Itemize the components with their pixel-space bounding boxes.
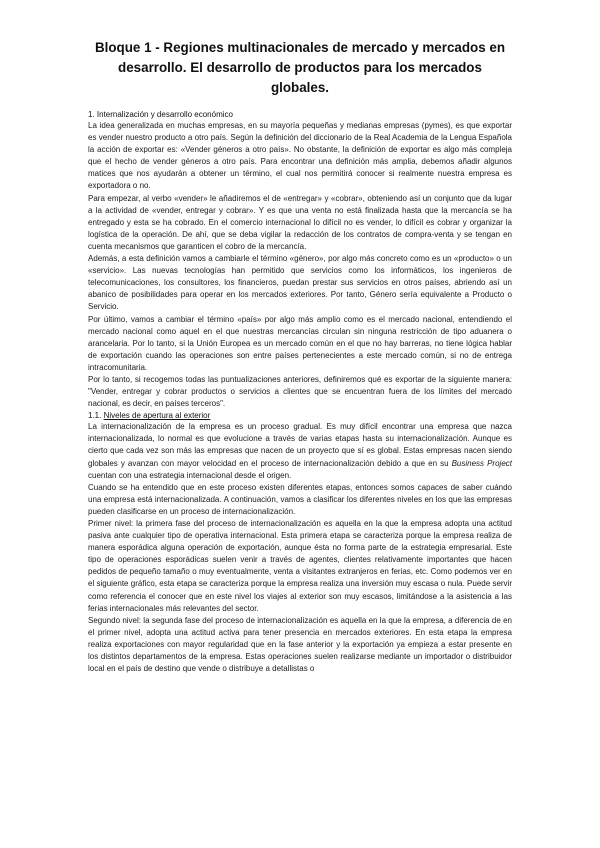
subsection-number: 1.1.	[88, 411, 102, 421]
paragraph: Primer nivel: la primera fase del proceso de internacionalización es aquella en la que la empresa adopta una actitud pasiva ante cualquier tipo de operativa internacional. Esta primera etapa se caracteriza porque la empresa realiza de manera esporádica alguna operación de exportación, aunque ésta no forma parte de la estrategia empresarial. Este tipo de operaciones esporádicas suelen venir a través de agentes, clientes relativamente importantes que hacen pedidos de pequeño tamaño o muy eventualmente, venta a visitantes extranjeros en ferias, etc. Como podemos ver en el siguiente gráfico, esta etapa se caracteriza porque la empresa realiza una inversión muy escasa o nula. Puede servir como referencia el conocer que en este nivel los viajes al exterior son muy escasos, limitándose a la asistencia a las ferias internacionales más relevantes del sector.	[88, 519, 512, 613]
paragraph-text: cuentan con una estrategia internacional desde el origen.	[88, 470, 292, 480]
paragraph: Cuando se ha entendido que en este proceso existen diferentes etapas, entonces somos capaces de saber cuándo una empresa está internacionalizada. A continuación, vamos a clasificar los diferentes niveles en los que las empresas pueden clasificarse en un proceso de internacionalización.	[88, 482, 512, 516]
paragraph: Además, a esta definición vamos a cambiarle el término «género», por algo más concreto como es un «producto» o un «servicio». Las nuevas tecnologías han permitido que servicios como los informáticos, los ingenieros de telecomunicaciones, los consultores, los financieros, puedan prestar sus servicios en otros países, abriendo así un abanico de posibilidades para operar en los mercados exteriores. Por tanto, Género sería equivalente a Producto o Servicio.	[88, 254, 512, 312]
subsection-heading	[88, 410, 512, 421]
paragraph: Segundo nivel: la segunda fase del proceso de internacionalización es aquella en la que la empresa, a diferencia de en el primer nivel, adopta una actitud activa para tener presencia en mercados exteriores. En esta etapa la empresa realiza exportaciones con mayor regularidad que en la fase anterior y la exportación ya empieza a estar presente en los distintos departamentos de la empresa. Estas operaciones suelen realizarse mediante un importador o distribuidor local en el país de destino que vende o distribuye a detallistas o	[88, 615, 512, 674]
paragraph	[88, 421, 512, 481]
section-heading: 1. Internalización y desarrollo económico	[88, 110, 233, 119]
paragraph: Por lo tanto, si recogemos todas las puntualizaciones anteriores, definiremos qué es exportar de la siguiente manera: "Vender, entregar y cobrar productos o servicios a clientes que se encuentran fuera de los límites del mercado nacional, es decir, en países terceros".	[88, 374, 512, 409]
paragraph: Por último, vamos a cambiar el término «país» por algo más amplio como es el mercado nacional, entendiendo el mercado nacional como aquel en el que nuestras mercancías circulan sin ninguna restricción de tipo aduanera o arancelaria. Por lo tanto, si la Unión Europea es un mercado común en el que no hay barreras, no tiene lógica hablar de exportación cuando las operaciones son entre países pertenecientes a este mercado común, si no de entrega intracomunitaria.	[88, 314, 512, 372]
paragraph: La idea generalizada en muchas empresas, en su mayoría pequeñas y medianas empresas (pymes), es que exportar es vender nuestro producto a otro país. Según la definición del diccionario de la Real Academia de la Lengua Española la acción de exportar es: «Vender géneros a otro país». No obstante, la definición de exportar es algo más compleja que el hecho de vender géneros a otro país. Para encontrar una definición más amplia, debemos añadir algunos matices que nos ayudarán a obtener un término, el cual nos permitirá conocer si realmente nuestra empresa es exportadora o no.	[88, 121, 512, 191]
italic-term: Business Project	[451, 458, 512, 468]
paragraph: Para empezar, al verbo «vender» le añadiremos el de «entregar» y «cobrar», obteniendo así un conjunto que da lugar a la actividad de «vender, entregar y cobrar». Y es que una venta no está finalizada hasta que la mercancía se ha entregado y esta se ha cobrado. En el comercio internacional lo difícil no es vender, lo difícil es cobrar y organizar la logística de la operación. De ahí, que se deba vigilar la redacción de los contratos de compra-venta y se tengan en cuenta mecanismos que garanticen el cobro de la mercancía.	[88, 193, 512, 251]
document-title: Bloque 1 - Regiones multinacionales de mercado y mercados en desarrollo. El desarrollo de productos para los mercados globales.	[94, 40, 506, 95]
paragraph-text: La internacionalización de la empresa es un proceso gradual. Es muy difícil encontrar una empresa que nazca internacionalizada, lo normal es que evolucione a través de varias etapas hasta su internacionalización. Aunque es cierto que cada vez son más las empresas que nacen de un proyecto que sí es global. Estas empresas nacen siendo globales y avanzan con mayor velocidad en el proceso de internacionalización debido a que en su	[88, 422, 512, 468]
subsection-title: Niveles de apertura al exterior	[103, 411, 211, 421]
